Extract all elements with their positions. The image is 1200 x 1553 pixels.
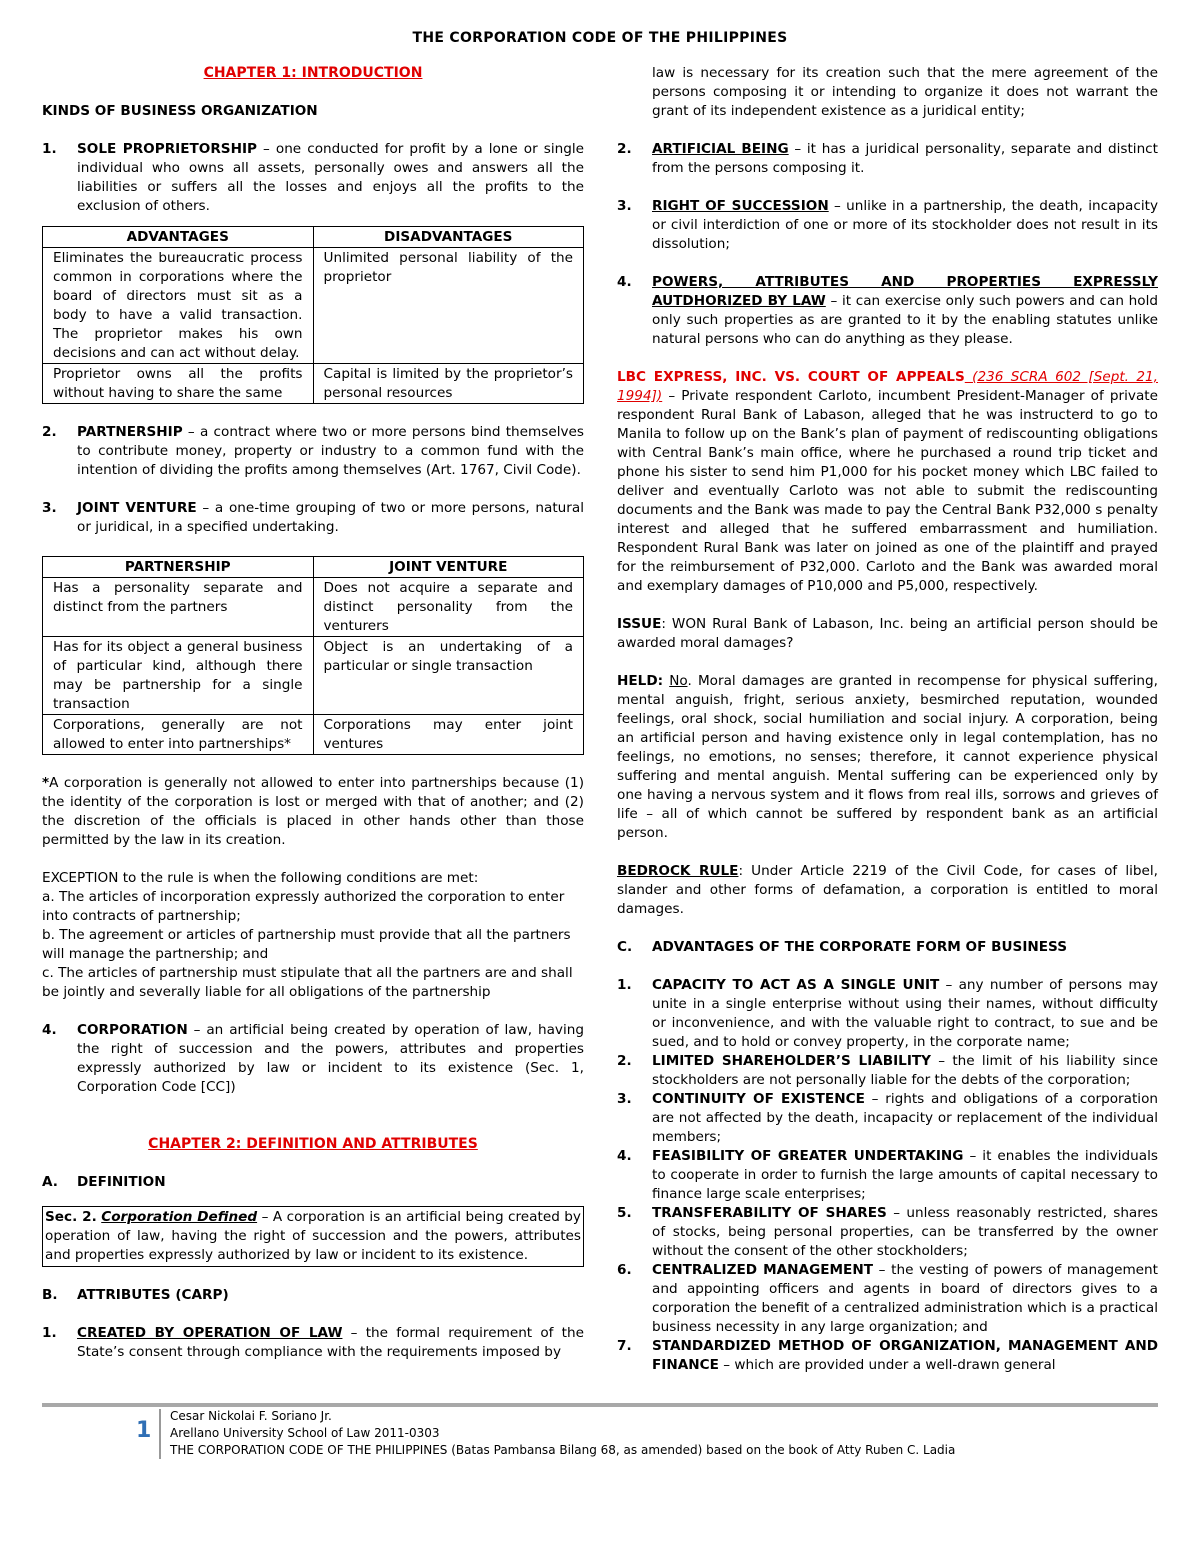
list-item-corporation [42,1021,584,1097]
sec2-definition-box [42,1206,584,1267]
item-text: – an artificial being created by operation of law, having the right of succession and the powers, attributes and properties expressly authorized by law or incident to its existence (Sec. 1, Corporation Code [CC]) [77,1022,584,1095]
item-term: LIMITED SHAREHOLDER’S LIABILITY [652,1053,932,1069]
section-title: ATTRIBUTES (CARP) [77,1287,229,1303]
item-text: – rights and obligations of a corporation are not affected by the death, incapacity or replacement of the individual members; [652,1091,1159,1145]
item-term: CORPORATION [77,1022,188,1038]
table-row [43,578,584,637]
list-item-created-by-law [42,1324,584,1362]
item-number: 5. [617,1205,632,1221]
item-text: – unlike in a partnership, the death, incapacity or civil interdiction of one or more of its stockholder does not result in its dissolution; [652,198,1158,252]
item-text: – any number of persons may unite in a single enterprise without using their names, without difficulty or inconvenience, and with the valuable right to contract, to sue and be sued, and to hold or convey property, in the corporate name; [652,977,1158,1050]
section-letter: B. [42,1287,58,1303]
table-cell: Capital is limited by the proprietor’s personal resources [313,364,584,404]
asterisk: * [42,775,50,791]
held-text: . Moral damages are granted in recompense for physical suffering, mental anguish, fright, serious anxiety, besmirched reputation, wounded feelings, oral shock, social humiliation and social injury. A corporation, being an artificial person and having existence only in legal contemplation, has no feelings, no emotions, no senses; therefore, it cannot experience physical suffering and mental anguish. Mental suffering can be experienced only by one having a nervous system and it flows from real ills, sorrows and grieves of life – all of which cannot be suffered by respondent bank as an artificial person. [617,673,1158,841]
item-term: ARTIFICIAL BEING [652,141,789,157]
sec2-text: – A corporation is an artificial being created by operation of law, having the right of succession and the powers, attributes and properties expressly authorized by law or incident to its existence. [45,1209,581,1263]
section-heading-definition [42,1173,584,1192]
list-item [617,1090,1158,1147]
item-text: – a contract where two or more persons bind themselves to contribute money, property or industry to a common fund with the intention of dividing the profits among themselves (Art. 1767, Civil Code). [77,424,584,478]
held-paragraph [617,672,1158,843]
list-item [617,1052,1158,1090]
item-term: CONTINUITY OF EXISTENCE [652,1091,865,1107]
item-number: 3. [617,198,632,214]
item-text: – it has a juridical personality, separate and distinct from the persons composing it. [652,141,1158,176]
note-text: A corporation is generally not allowed to enter into partnerships because (1) the identity of the corporation is lost or merged with that of another; and (2) the discretion of the officials is placed in other hands other than those permitted by the law in its creation. [42,775,584,848]
item-number: 2. [617,141,632,157]
list-item [617,976,1158,1052]
bedrock-paragraph [617,862,1158,919]
section-heading-attributes [42,1286,584,1305]
item-text: – a one-time grouping of two or more persons, natural or juridical, in a specified undertaking. [77,500,584,535]
kinds-heading: KINDS OF BUSINESS ORGANIZATION [42,103,318,119]
item-number: 4. [617,1148,632,1164]
table-header: ADVANTAGES [43,227,314,248]
lbc-case [617,368,1158,596]
section-letter: C. [617,939,633,955]
item-number: 2. [617,1053,632,1069]
table-cell: Proprietor owns all the profits without having to share the same [43,364,314,404]
issue-text: : WON Rural Bank of Labason, Inc. being an artificial person should be awarded moral damages? [617,616,1158,651]
item-text: – one conducted for profit by a lone or single individual who owns all assets, personally owes and answers all the liabilities or suffers all the losses and enjoys all the profits to the exclusion of others. [77,141,584,214]
item-number: 1. [42,141,57,157]
footer-school: Arellano University School of Law 2011-0303 [170,1426,440,1440]
right-column [617,64,1158,1375]
held-answer: No [669,673,688,689]
partnership-vs-jv-table [42,556,584,755]
exception-a: a. The articles of incorporation expressly authorized the corporation to enter into contracts of partnership; [42,889,565,924]
partnership-note [42,774,584,850]
table-cell: Has for its object a general business of particular kind, although there may be partnership for a single transaction [43,637,314,715]
item-text: – the limit of his liability since stockholders are not personally liable for the debts of the corporation; [652,1053,1158,1088]
section-title: DEFINITION [77,1174,166,1190]
item-term: STANDARDIZED METHOD OF ORGANIZATION, MANAGEMENT AND FINANCE [652,1338,1158,1373]
item-text: – it enables the individuals to cooperate in order to furnish the large amounts of capital necessary to finance large scale enterprises; [652,1148,1158,1202]
exception-c: c. The articles of partnership must stipulate that all the partners are and shall be jointly and severally liable for all obligations of the partnership [42,965,573,1000]
item-number: 3. [42,500,57,516]
continued-item [617,64,1158,121]
list-item-right-of-succession [617,197,1158,254]
item-text: – which are provided under a well-drawn general [718,1357,1056,1373]
item-number: 4. [617,274,632,290]
list-item-partnership [42,423,584,480]
item-text: – the vesting of powers of management and appointing officers and agents in board of directors gives to a corporation the benefit of a centralized administration which is a practical business necessity in any large organization; and [652,1262,1158,1335]
footer [170,1408,955,1459]
case-text: – Private respondent Carloto, incumbent President-Manager of private respondent Rural Bank of Labason, alleged that he was instructerd to go to Manila to follow up on the Bank’s plan of payment of rediscounting obligations with Central Bank’s main office, where he purchased a round trip ticket and phone his sister to send him P1,000 for his pocket money which LBC failed to deliver and eventually Carloto was not able to submit the rediscounting documents and the Bank was made to pay the Central Bank P32,000 s penalty interest and alleged that he suffered embarrassment and humiliation. Respondent Rural Bank was later on joined as one of the plaintiff and prayed for the reimbursement of P32,000. Carloto and the Bank was awarded moral and exemplary damages of P10,000 and P5,000, respectively. [617,388,1158,594]
case-citation: (236 SCRA 602 [Sept. 21, 1994]) [617,369,1158,404]
item-term: RIGHT OF SUCCESSION [652,198,829,214]
sole-proprietorship-table [42,226,584,404]
left-column [42,64,584,1362]
table-cell: Has a personality separate and distinct from the partners [43,578,314,637]
list-item [617,1204,1158,1261]
document-title: THE CORPORATION CODE OF THE PHILIPPINES [412,30,788,46]
table-row [43,364,584,404]
item-number: 1. [42,1325,57,1341]
list-item [617,1261,1158,1337]
table-row [43,637,584,715]
item-term: PARTNERSHIP [77,424,183,440]
held-label: HELD: [617,673,664,689]
item-number: 3. [617,1091,632,1107]
page-number: 1 [136,1418,152,1443]
chapter-2-heading: CHAPTER 2: DEFINITION AND ATTRIBUTES [148,1136,478,1152]
item-text: law is necessary for its creation such that the mere agreement of the persons composing it or intending to organize it does not warrant the grant of its independent existence as a juridical entity; [652,65,1158,119]
item-number: 4. [42,1022,57,1038]
section-letter: A. [42,1174,58,1190]
case-title: LBC EXPRESS, INC. VS. COURT OF APPEALS [617,369,965,385]
sec2-label: Sec. 2. [45,1209,97,1225]
table-header: JOINT VENTURE [313,557,584,578]
footer-source: THE CORPORATION CODE OF THE PHILIPPINES (Batas Pambansa Bilang 68, as amended) based on the book of Atty Ruben C. Ladia [170,1443,956,1457]
list-item-artificial-being [617,140,1158,178]
item-number: 2. [42,424,57,440]
issue-paragraph [617,615,1158,653]
list-item-sole-proprietorship [42,140,584,216]
item-term: FEASIBILITY OF GREATER UNDERTAKING [652,1148,964,1164]
table-cell: Corporations, generally are not allowed to enter into partnerships* [43,715,314,755]
sec2-title: Corporation Defined [101,1209,258,1225]
footer-author: Cesar Nickolai F. Soriano Jr. [170,1409,332,1423]
bedrock-label: BEDROCK RULE [617,863,739,879]
item-number: 6. [617,1262,632,1278]
footer-divider [42,1403,1158,1407]
item-term: CENTRALIZED MANAGEMENT [652,1262,873,1278]
footer-vertical-divider [159,1409,161,1459]
table-cell: Corporations may enter joint ventures [313,715,584,755]
item-term: CAPACITY TO ACT AS A SINGLE UNIT [652,977,940,993]
table-row [43,248,584,364]
item-term: CREATED BY OPERATION OF LAW [77,1325,343,1341]
list-item-joint-venture [42,499,584,537]
list-item [617,1337,1158,1375]
table-row [43,715,584,755]
list-item-powers [617,273,1158,349]
item-term: SOLE PROPRIETORSHIP [77,141,257,157]
chapter-1-heading: CHAPTER 1: INTRODUCTION [203,65,423,81]
advantages-list [617,976,1158,1375]
exception-b: b. The agreement or articles of partnership must provide that all the partners will manage the partnership; and [42,927,571,962]
item-text: – the formal requirement of the State’s consent through compliance with the requirements imposed by [77,1325,584,1360]
item-term: TRANSFERABILITY OF SHARES [652,1205,887,1221]
table-cell: Does not acquire a separate and distinct personality from the venturers [313,578,584,637]
table-cell: Eliminates the bureaucratic process common in corporations where the board of directors must sit as a body to have a valid transaction. The proprietor makes his own decisions and can act without delay. [43,248,314,364]
bedrock-text: : Under Article 2219 of the Civil Code, for cases of libel, slander and other forms of defamation, a corporation is entitled to moral damages. [617,863,1158,917]
section-heading-advantages [617,938,1158,957]
table-cell: Unlimited personal liability of the proprietor [313,248,584,364]
list-item [617,1147,1158,1204]
item-text: – it can exercise only such powers and can hold only such properties as are granted to it by the enabling statutes unlike natural persons who can do anything as they please. [652,293,1158,347]
item-number: 7. [617,1338,632,1354]
issue-label: ISSUE [617,616,662,632]
item-text: – unless reasonably restricted, shares of stocks, being personal properties, can be transferred by the owner without the consent of the other stockholders; [652,1205,1158,1259]
table-header: PARTNERSHIP [43,557,314,578]
section-title: ADVANTAGES OF THE CORPORATE FORM OF BUSINESS [652,939,1068,955]
item-term: POWERS, ATTRIBUTES AND PROPERTIES EXPRESSLY AUTDHORIZED BY LAW [652,274,1158,309]
table-header: DISADVANTAGES [313,227,584,248]
item-term: JOINT VENTURE [77,500,197,516]
exception-intro: EXCEPTION to the rule is when the following conditions are met: [42,870,479,886]
item-number: 1. [617,977,632,993]
table-cell: Object is an undertaking of a particular or single transaction [313,637,584,715]
